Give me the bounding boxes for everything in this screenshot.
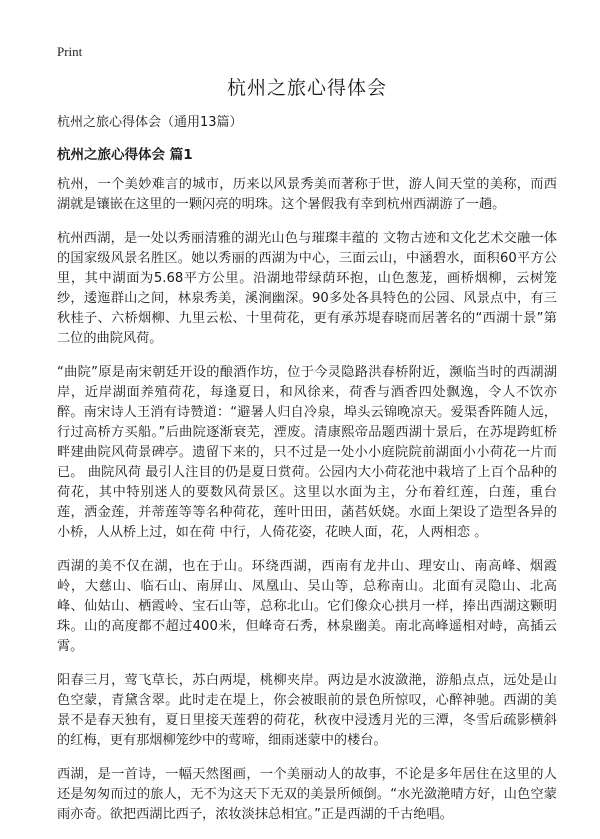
- paragraph: 西湖，是一首诗，一幅天然图画，一个美丽动人的故事，不论是多年居住在这里的人还是匆匆而过的旅人，无不为这天下无双的美景所倾倒。“水光潋滟晴方好，山色空蒙雨亦奇。欲把西湖比西子，浓妆淡抹总相宜。”正是西湖的千古绝唱。: [57, 767, 557, 822]
- document-subtitle: 杭州之旅心得体会（通用13篇）: [57, 115, 243, 130]
- paragraph: 阳春三月，莺飞草长，苏白两堤，桃柳夹岸。两边是水波潋滟，游船点点，远处是山色空蒙，青黛含翠。此时走在堤上，你会被眼前的景色所惊叹，心醉神驰。西湖的美景不是春天独有，夏日里接天莲碧的荷花，秋夜中浸透月光的三潭，冬雪后疏影横斜的红梅，更有那烟柳笼纱中的莺啼，细雨迷蒙中的楼台。: [57, 673, 557, 748]
- section-heading: 杭州之旅心得体会 篇1: [57, 147, 193, 163]
- paragraph: 杭州西湖，是一处以秀丽清雅的湖光山色与璀璨丰蕴的 文物古迹和文化艺术交融一体的国家级风景名胜区。她以秀丽的西湖为中心，三面云山，中涵碧水，面积60平方公里，其中湖面为5.68平方公里。沿湖地带绿荫环抱，山色葱茏，画桥烟柳，云树笼纱，逶迤群山之间，林泉秀美，溪涧幽深。90多处各具特色的公园、风景点中，有三秋桂子、六桥烟柳、九里云松、十里荷花，更有承苏堤春晓而居著名的“西湖十景”第二位的曲院风荷。: [57, 231, 557, 346]
- paragraph: 杭州，一个美妙难言的城市，历来以风景秀美而著称于世，游人间天堂的美称，而西湖就是镶嵌在这里的一颗闪亮的明珠。这个暑假我有幸到杭州西湖游了一趟。: [57, 177, 557, 212]
- print-link[interactable]: Print: [57, 44, 83, 59]
- page-title: 杭州之旅心得体会: [226, 77, 387, 99]
- paragraph: 西湖的美不仅在湖，也在于山。环绕西湖，西南有龙井山、理安山、南高峰、烟霞岭，大慈山、临石山、南屏山、凤凰山、吴山等，总称南山。北面有灵隐山、北高峰、仙姑山、栖霞岭、宝石山等，总称北山。它们像众心拱月一样，捧出西湖这颗明珠。山的高度都不超过400米，但峰奇石秀，林泉幽美。南北高峰遥相对峙，高插云霄。: [57, 559, 557, 654]
- document-body: [57, 76, 557, 839]
- paragraph: “曲院”原是南宋朝廷开设的酿酒作坊，位于今灵隐路洪春桥附近，濒临当时的西湖湖岸，近岸湖面养殖荷花，每逢夏日，和风徐来，荷香与酒香四处飘逸，令人不饮亦醉。南宋诗人王消有诗赞道：“避暑人归自冷泉，埠头云锦晚凉天。爱渠香阵随人远，行过高桥方买船。”后曲院逐渐衰芜，湮废。清康熙帝品题西湖十景后，在苏堤跨虹桥畔建曲院风荷景碑亭。遗留下来的，只不过是一处小小庭院院前湖面小小荷花一片而已。 曲院风荷 最引人注目的仍是夏日赏荷。公园内大小荷花池中栽培了上百个品种的荷花，其中特别迷人的要数风荷景区。这里以水面为主，分布着红莲，白莲，重台莲，洒金莲，并蒂莲等等名种荷花，莲叶田田，菡萏妖娆。水面上架设了造型各异的小桥，人从桥上过，如在荷 中行，人倚花姿，花映人面，花，人两相恋 。: [57, 365, 557, 540]
